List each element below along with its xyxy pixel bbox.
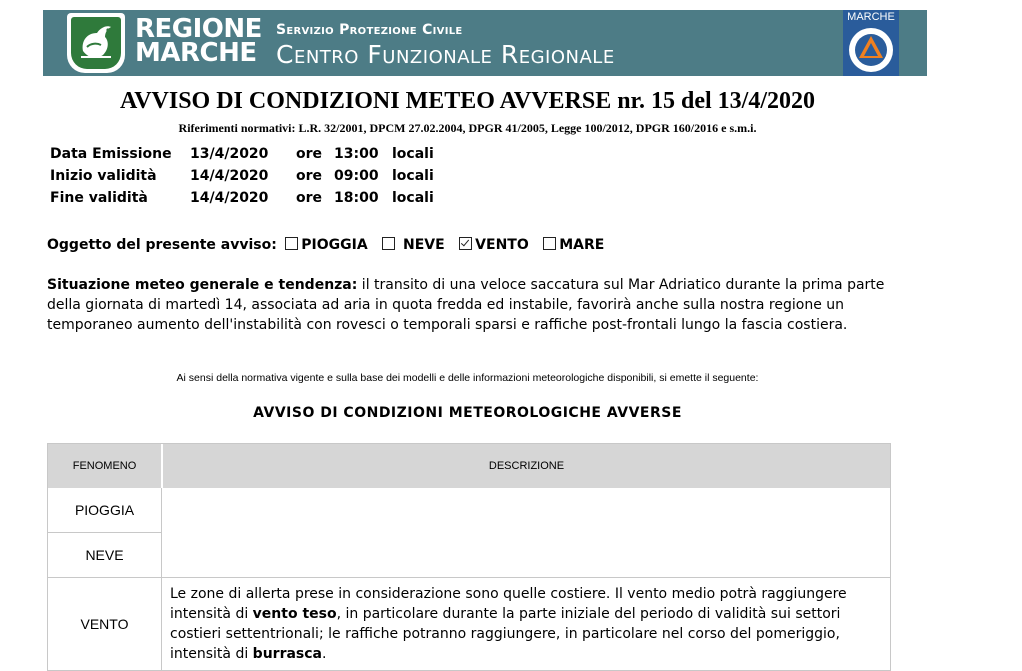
phenomena-table (47, 443, 891, 671)
time-unit: locali (392, 190, 434, 206)
time-unit: locali (392, 168, 434, 184)
description-text: . (322, 646, 327, 662)
service-name: Servizio Protezione Civile (276, 22, 463, 38)
description-cell (162, 532, 890, 577)
normative-references: Riferimenti normativi: L.R. 32/2001, DPCM 27.02.2004, DPGR 41/2005, Legge 100/2012, DPGR 160/2016 e s.m.i. (178, 121, 757, 135)
checkbox-mare[interactable] (543, 237, 556, 250)
column-header-descrizione: DESCRIZIONE (488, 460, 565, 472)
region-logo (67, 13, 125, 73)
checkbox-neve[interactable] (382, 237, 395, 250)
legal-note: Ai sensi della normativa vigente e sulla base dei modelli e delle informazioni meteorologiche disponibili, si emette il seguente: (176, 372, 759, 384)
protezione-civile-badge (843, 10, 899, 76)
situation-label: Situazione meteo generale e tendenza: (47, 277, 358, 293)
bird-logo-icon (71, 17, 121, 69)
header-banner (43, 10, 927, 76)
phenomenon-cell: VENTO (48, 578, 162, 670)
date-value: 14/4/2020 (190, 190, 269, 206)
description-text: , in particolare durante la parte iniziale del periodo di validità sui settori costieri settentrionali; le raffiche potranno raggiungere, in particolare nel corso del pomeriggio, intensità di (170, 606, 841, 662)
table-row (48, 532, 890, 577)
date-value: 13/4/2020 (190, 146, 269, 162)
date-label: Fine validità (50, 190, 148, 206)
phenomenon-cell: NEVE (48, 533, 162, 577)
date-row-emission (50, 146, 470, 168)
table-row (48, 488, 890, 532)
section-title: AVVISO DI CONDIZIONI METEOROLOGICHE AVVERSE (253, 405, 682, 421)
column-header-fenomeno: FENOMENO (48, 444, 163, 488)
checkbox-vento[interactable] (459, 237, 472, 250)
description-cell (162, 488, 890, 532)
ore-label: ore (296, 168, 323, 184)
checkbox-pioggia[interactable] (285, 237, 298, 250)
option-label: VENTO (475, 237, 529, 253)
region-line-1: REGIONE (135, 14, 262, 44)
date-label: Data Emissione (50, 146, 172, 162)
notice-subject (47, 237, 614, 253)
time-unit: locali (392, 146, 434, 162)
description-bold: burrasca (252, 646, 322, 662)
document-title: AVVISO DI CONDIZIONI METEO AVVERSE nr. 15 del 13/4/2020 (119, 88, 816, 114)
date-row-start (50, 168, 470, 190)
description-text: Le zone di allerta prese in considerazione sono quelle costiere. Il vento medio potrà raggiungere intensità di (170, 586, 847, 622)
time-value: 18:00 (334, 190, 379, 206)
region-line-2: MARCHE (135, 38, 257, 68)
protezione-civile-icon (847, 26, 895, 74)
option-mare[interactable] (543, 237, 604, 253)
option-label: NEVE (403, 237, 445, 253)
date-label: Inizio validità (50, 168, 157, 184)
time-value: 09:00 (334, 168, 379, 184)
subject-label: Oggetto del presente avviso: (47, 237, 277, 253)
option-vento[interactable] (459, 237, 529, 253)
ore-label: ore (296, 190, 323, 206)
date-value: 14/4/2020 (190, 168, 269, 184)
option-pioggia[interactable] (285, 237, 367, 253)
option-neve[interactable] (382, 237, 445, 253)
centre-name: Centro Funzionale Regionale (276, 40, 615, 69)
time-value: 13:00 (334, 146, 379, 162)
description-bold: vento teso (252, 606, 337, 622)
option-label: PIOGGIA (301, 237, 368, 253)
date-row-end (50, 190, 470, 212)
ore-label: ore (296, 146, 323, 162)
option-label: MARE (559, 237, 605, 253)
phenomenon-cell: PIOGGIA (48, 488, 162, 532)
validity-dates (50, 146, 470, 212)
description-cell (162, 578, 890, 670)
region-name (135, 14, 262, 68)
situation-text: il transito di una veloce saccatura sul Mar Adriatico durante la prima parte della giornata di martedì 14, associata ad aria in quota fredda ed instabile, favorirà anche sulla nostra regione un temporaneo aumento dell'instabilità con rovesci o temporali sparsi e raffiche post-frontali lungo la fascia costiera. (47, 277, 885, 333)
weather-situation (47, 275, 897, 335)
table-header (48, 444, 890, 488)
table-row (48, 577, 890, 670)
badge-label: MARCHE (847, 11, 895, 23)
